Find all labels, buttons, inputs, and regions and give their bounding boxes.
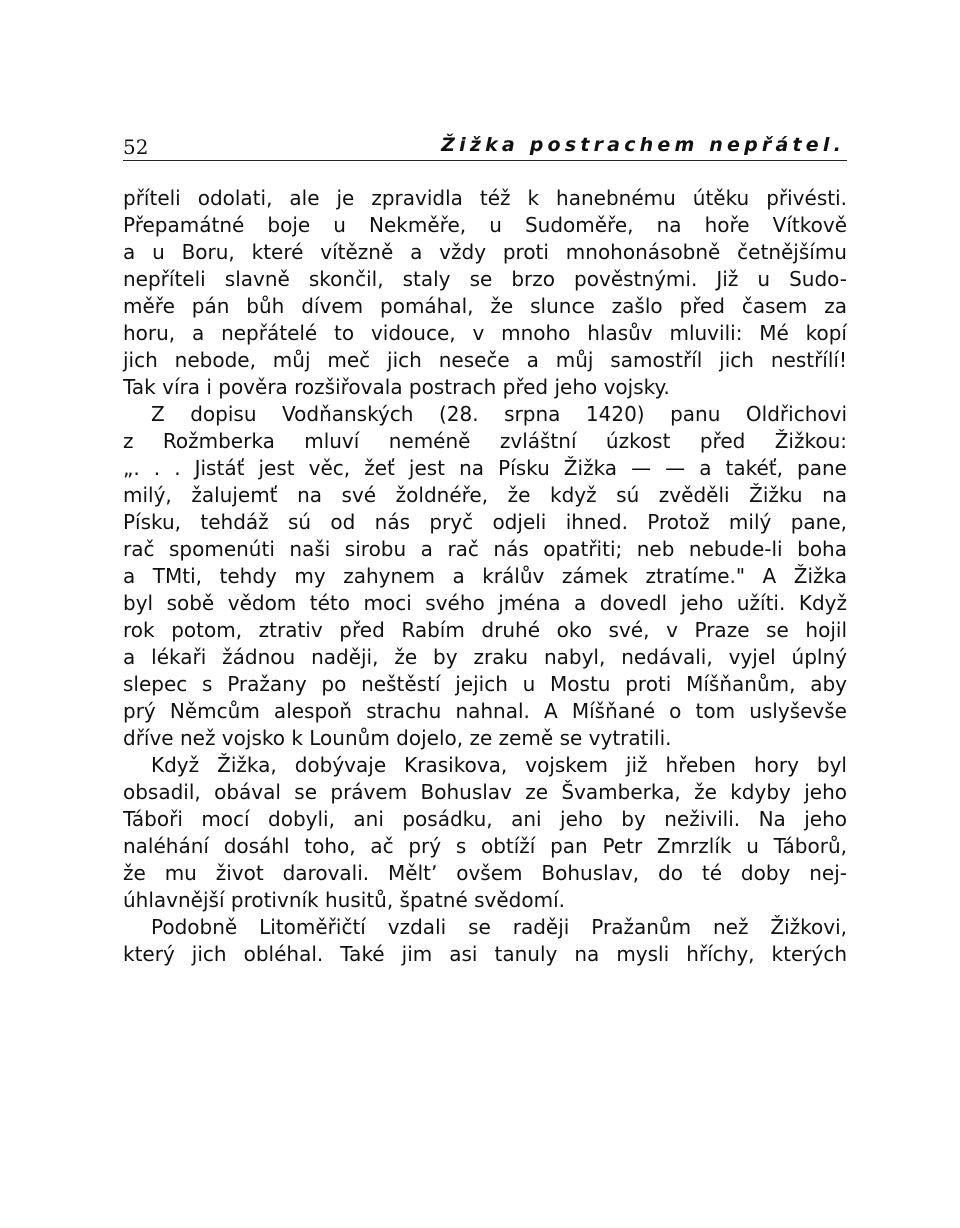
text-line: který jich obléhal. Také jim asi tanuly na mysli hříchy, kterých [123,942,847,966]
text-line: a lékaři žádnou naději, že by zraku nabyl, nedávali, vyjel úplný [123,645,847,669]
text-line: slepec s Pražany po neštěstí jejich u Mostu proti Míšňanům, aby [123,672,847,696]
text-line: milý, žalujemť na své žoldnéře, že když sú zvěděli Žižku na [123,483,847,507]
text-line: Z dopisu Vodňanských (28. srpna 1420) panu Oldřichovi [151,402,847,426]
text-line: příteli odolati, ale je zpravidla též k hanebnému útěku přivésti. [123,186,847,210]
text-line: Táboři mocí dobyli, ani posádku, ani jeho by neživili. Na jeho [123,807,847,831]
text-line: Tak víra i pověra rozšiřovala postrach před jeho vojsky. [123,375,670,399]
text-line: horu, a nepřátelé to vidouce, v mnoho hlasův mluvili: Mé kopí [123,321,847,345]
text-line: měře pán bůh dívem pomáhal, že slunce zašlo před časem za [123,294,847,318]
text-line: nepříteli slavně skončil, staly se brzo pověstnými. Již u Sudo- [123,267,847,291]
text-line: Přepamátné boje u Nekměře, u Sudoměře, na hoře Vítkově [123,213,847,237]
text-line: naléhání dosáhl toho, ač prý s obtíží pan Petr Zmrzlík u Táborů, [123,834,847,858]
text-line: Podobně Litoměřičtí vzdali se raději Pražanům než Žižkovi, [151,915,847,939]
text-line: a u Boru, které vítězně a vždy proti mnohonásobně četnějšímu [123,240,847,264]
text-line: dříve než vojsko k Lounům dojelo, ze země se vytratili. [123,726,672,750]
body-text [123,185,847,968]
text-line: obsadil, obával se právem Bohuslav ze Švamberka, že kdyby jeho [123,780,847,804]
running-header [123,132,845,162]
text-line: prý Němcům alespoň strachu nahnal. A Míšňané o tom uslyševše [123,699,847,723]
running-title: Žižka postrachem nepřátel. [441,134,845,156]
header-rule [123,160,847,161]
text-line: rok potom, ztrativ před Rabím druhé oko své, v Praze se hojil [123,618,847,642]
text-line: jich nebode, můj meč jich neseče a můj samostříl jich nestřílí! [123,348,847,372]
text-line: Písku, tehdáž sú od nás pryč odjeli ihned. Protož milý pane, [123,510,847,534]
text-line: byl sobě vědom této moci svého jména a dovedl jeho užíti. Když [123,591,847,615]
text-line: z Rožmberka mluví neméně zvláštní úzkost před Žižkou: [123,429,847,453]
text-line: že mu život darovali. Měltʼ ovšem Bohuslav, do té doby nej- [123,861,847,885]
text-line: Když Žižka, dobývaje Krasikova, vojskem již hřeben hory byl [151,753,847,777]
text-line: a TMti, tehdy my zahynem a králův zámek ztratíme." A Žižka [123,564,847,588]
page-number: 52 [123,135,149,159]
text-line: rač spomenúti naši sirobu a rač nás opatřiti; neb nebude-li boha [123,537,847,561]
text-line: „. . . Jistáť jest věc, žeť jest na Písku Žižka — — a takéť, pane [123,456,847,480]
text-line: úhlavnější protivník husitů, špatné svědomí. [123,888,565,912]
